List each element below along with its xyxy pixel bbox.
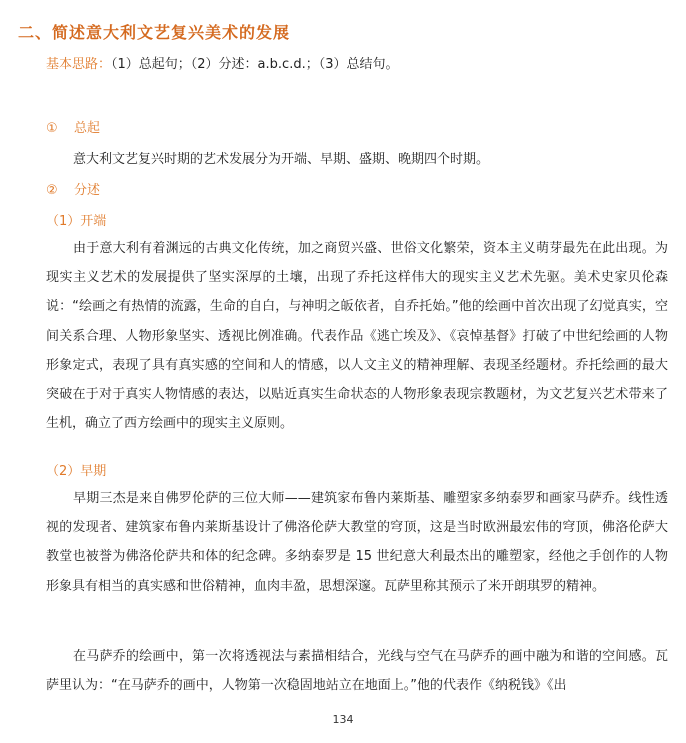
section-2-title: 分述	[74, 183, 101, 198]
circled-number-2: ②	[46, 183, 58, 198]
basic-thinking-line	[46, 53, 398, 72]
section-1-heading	[46, 117, 100, 136]
subsection-early: （2）早期	[46, 464, 107, 479]
paragraph-masaccio: 在马萨乔的绘画中，第一次将透视法与素描相结合，光线与空气在马萨乔的画中融为和谐的空间感。瓦萨里认为：“在马萨乔的画中，人物第一次稳固地站立在地面上。”他的代表作《纳税钱》《出	[46, 649, 668, 694]
intro-sentence: 意大利文艺复兴时期的艺术发展分为开端、早期、盛期、晚期四个时期。	[73, 152, 490, 167]
section-1-title: 总起	[74, 121, 101, 136]
section-2-heading	[46, 179, 100, 198]
basic-thinking-text: （1）总起句；（2）分述：a.b.c.d.；（3）总结句。	[111, 57, 399, 72]
circled-number-1: ①	[46, 121, 58, 136]
page-number: 134	[332, 713, 354, 726]
subsection-beginning: （1）开端	[46, 214, 107, 229]
section-heading: 二、简述意大利文艺复兴美术的发展	[18, 23, 291, 42]
paragraph-beginning: 由于意大利有着渊远的古典文化传统，加之商贸兴盛、世俗文化繁荣，资本主义萌芽最先在此出现。为现实主义艺术的发展提供了坚实深厚的土壤，出现了乔托这样伟大的现实主义艺术先驱。美术史家贝伦森说：“绘画之有热情的流露，生命的自白，与神明之皈依者，自乔托始。”他的绘画中首次出现了幻觉真实，空间关系合理、人物形象坚实、透视比例准确。代表作品《逃亡埃及》、《哀悼基督》打破了中世纪绘画的人物形象定式，表现了具有真实感的空间和人的情感，以人文主义的精神理解、表现圣经题材。乔托绘画的最大突破在于对于真实人物情感的表达，以贴近真实生命状态的人物形象表现宗教题材，为文艺复兴艺术带来了生机，确立了西方绘画中的现实主义原则。	[46, 241, 668, 432]
paragraph-early-masters: 早期三杰是来自佛罗伦萨的三位大师——建筑家布鲁内莱斯基、雕塑家多纳泰罗和画家马萨乔。线性透视的发现者、建筑家布鲁内莱斯基设计了佛洛伦萨大教堂的穹顶，这是当时欧洲最宏伟的穹顶，佛洛伦萨大教堂也被誉为佛洛伦萨共和体的纪念碑。多纳泰罗是 15 世纪意大利最杰出的雕塑家，经他之手创作的人物形象具有相当的真实感和世俗精神，血肉丰盈，思想深邃。瓦萨里称其预示了米开朗琪罗的精神。	[46, 491, 668, 594]
basic-thinking-label: 基本思路：	[46, 57, 112, 72]
